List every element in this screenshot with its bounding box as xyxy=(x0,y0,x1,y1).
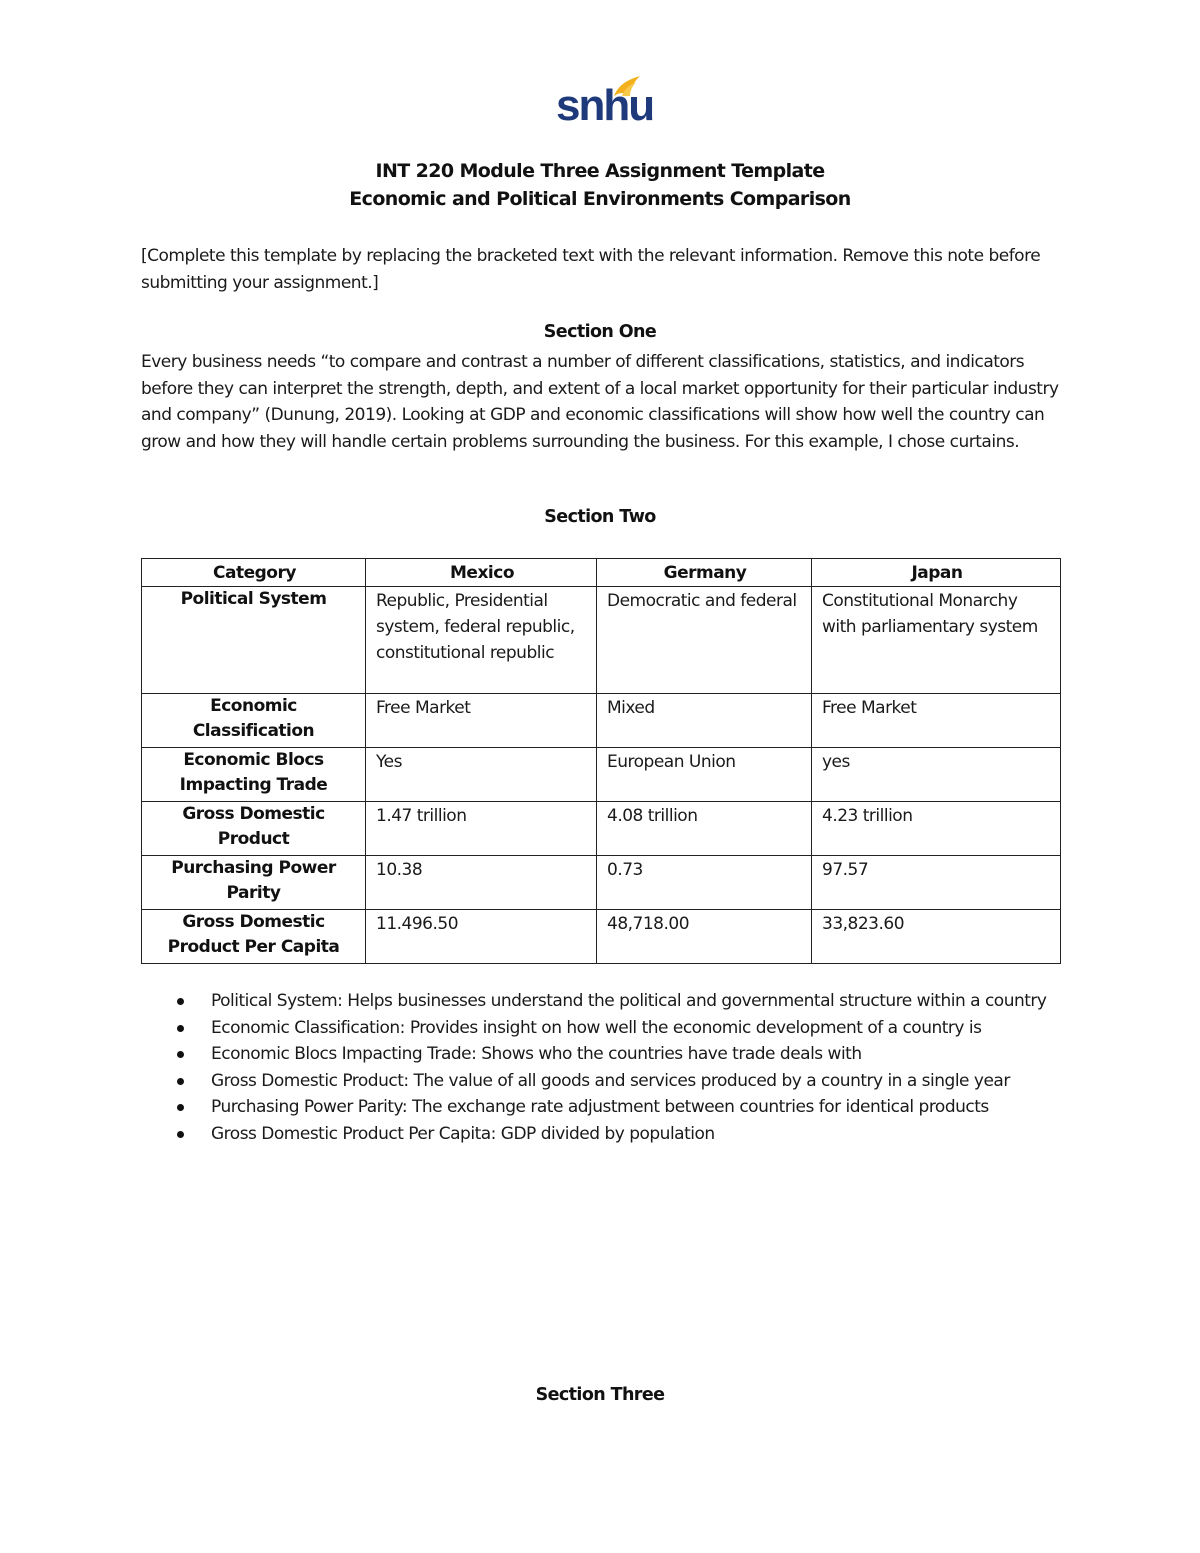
cell-germany: European Union xyxy=(597,748,812,802)
row-header: Political System xyxy=(142,587,366,694)
bullet-icon xyxy=(177,1131,184,1138)
section-two-heading: Section Two xyxy=(544,507,656,527)
cell-germany: 0.73 xyxy=(597,856,812,910)
cell-mexico: 11.496.50 xyxy=(366,910,597,964)
cell-mexico: Free Market xyxy=(366,694,597,748)
header-category: Category xyxy=(142,559,366,587)
snhu-logo xyxy=(556,74,654,134)
list-item xyxy=(141,1041,1061,1068)
cell-japan: yes xyxy=(812,748,1061,802)
bullet-icon xyxy=(177,1051,184,1058)
section-one-body: Every business needs “to compare and contrast a number of different classifications, statistics, and indicators before they can interpret the strength, depth, and extent of a local market opportunity for their particular industry and company” (Dunung, 2019). Looking at GDP and economic classifications will show how well the country can grow and how they will handle certain problems surrounding the business. For this example, I chose curtains. xyxy=(141,352,1059,452)
table-row xyxy=(142,748,1061,802)
list-item xyxy=(141,1121,1061,1148)
section-one-heading: Section One xyxy=(543,322,657,342)
list-item-text: Gross Domestic Product: The value of all goods and services produced by a country in a single year xyxy=(211,1070,1010,1091)
cell-japan: 97.57 xyxy=(812,856,1061,910)
list-item xyxy=(141,1068,1061,1095)
list-item-text: Economic Classification: Provides insight on how well the economic development of a country is xyxy=(211,1017,982,1038)
table-row xyxy=(142,910,1061,964)
list-item-text: Economic Blocs Impacting Trade: Shows who the countries have trade deals with xyxy=(211,1044,862,1064)
comparison-table xyxy=(141,558,1061,964)
cell-mexico: Republic, Presidential system, federal republic, constitutional republic xyxy=(366,587,597,694)
cell-japan: Free Market xyxy=(812,694,1061,748)
bullet-icon xyxy=(177,1104,184,1111)
header-germany: Germany xyxy=(597,559,812,587)
cell-mexico: 1.47 trillion xyxy=(366,802,597,856)
list-item xyxy=(141,988,1061,1015)
document-subtitle: Economic and Political Environments Comparison xyxy=(349,188,851,210)
cell-germany: Mixed xyxy=(597,694,812,748)
header-mexico: Mexico xyxy=(366,559,597,587)
header-japan: Japan xyxy=(812,559,1061,587)
document-title: INT 220 Module Three Assignment Template xyxy=(375,160,825,182)
table-row xyxy=(142,587,1061,694)
list-item-text: Purchasing Power Parity: The exchange rate adjustment between countries for identical products xyxy=(211,1097,989,1117)
table-header-row xyxy=(142,559,1061,587)
cell-japan: 33,823.60 xyxy=(812,910,1061,964)
list-item-text: Gross Domestic Product Per Capita: GDP divided by population xyxy=(211,1123,715,1144)
definitions-list xyxy=(141,988,1061,1147)
table-row xyxy=(142,856,1061,910)
row-header: Purchasing Power Parity xyxy=(142,856,366,910)
row-header: Economic Blocs Impacting Trade xyxy=(142,748,366,802)
cell-germany: 4.08 trillion xyxy=(597,802,812,856)
bullet-icon xyxy=(177,1078,184,1085)
cell-mexico: Yes xyxy=(366,748,597,802)
bullet-icon xyxy=(177,998,184,1005)
row-header: Gross Domestic Product Per Capita xyxy=(142,910,366,964)
row-header: Gross Domestic Product xyxy=(142,802,366,856)
table-row xyxy=(142,694,1061,748)
list-item xyxy=(141,1094,1061,1121)
cell-germany: Democratic and federal xyxy=(597,587,812,694)
table-row xyxy=(142,802,1061,856)
cell-japan: Constitutional Monarchy with parliamentary system xyxy=(812,587,1061,694)
logo-wordmark: snhu xyxy=(556,81,654,130)
list-item xyxy=(141,1015,1061,1042)
cell-germany: 48,718.00 xyxy=(597,910,812,964)
cell-japan: 4.23 trillion xyxy=(812,802,1061,856)
template-note: [Complete this template by replacing the bracketed text with the relevant information. Remove this note before submitting your assignment.] xyxy=(141,246,1041,293)
bullet-icon xyxy=(177,1025,184,1032)
list-item-text: Political System: Helps businesses understand the political and governmental structure within a country xyxy=(211,991,1047,1011)
section-three-heading: Section Three xyxy=(535,1385,665,1405)
row-header: Economic Classification xyxy=(142,694,366,748)
cell-mexico: 10.38 xyxy=(366,856,597,910)
